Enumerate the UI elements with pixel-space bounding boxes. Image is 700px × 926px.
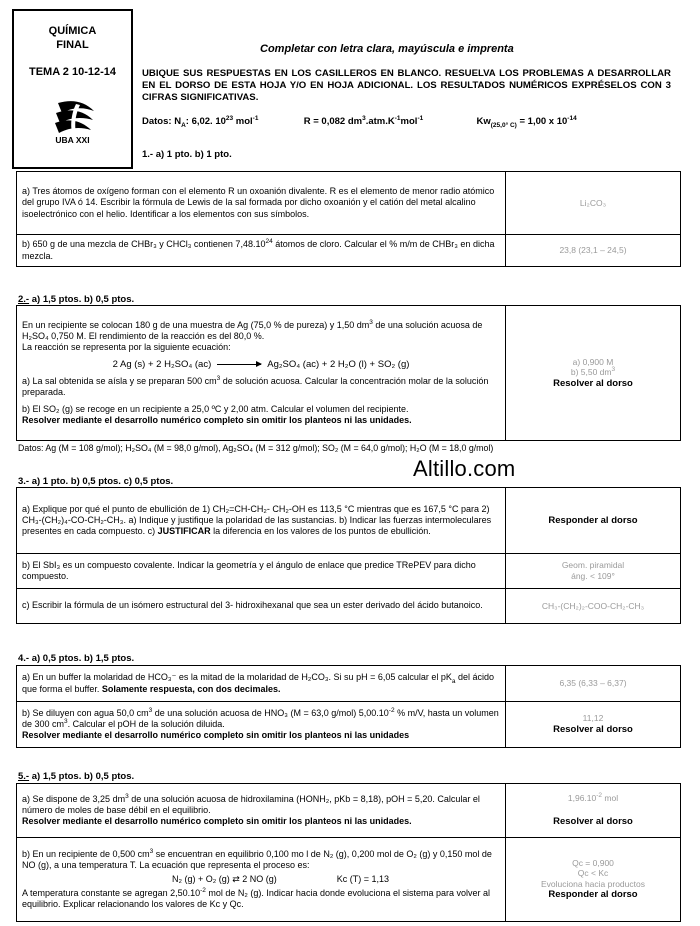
q5-a-text: a) Se dispone de 3,25 $dm^3$ de una solución acuosa de hidroxilamina (HONH₂, pKb = 8,18), pOH = 5,20. Calcular el número de moles de base débil en el equilibrio. Resolver mediante el desarrollo numérico completo sin omitir los planteos ni las unidades. <box>17 784 506 838</box>
q3-b-text: b) El SbI₃ es un compuesto covalente. Indicar la geometría y el ángulo de enlace que predice TRePEV para dicho compuesto. <box>17 554 506 589</box>
q5-equation: N₂ (g) + O₂ (g) ⇄ 2 NO (g) Kc (T) = 1,13 <box>172 873 390 884</box>
logo-text: UBA XXI <box>55 135 90 145</box>
q3-table <box>16 487 681 624</box>
q2-table <box>16 305 681 441</box>
q5-row-b <box>17 838 681 922</box>
q2-header: 2.- a) 1,5 ptos. b) 0,5 ptos. <box>18 294 135 305</box>
instructions-body: UBIQUE SUS RESPUESTAS EN LOS CASILLEROS EN BLANCO. RESUELVA LOS PROBLEMAS A DESARROLLAR EN EL DORSO DE ESTA HOJA Y/O EN HOJA ADICIONAL. LOS RESULTADOS NUMÉRICOS EXPRÉSELOS CON 3 CIFRAS SIGNIFICATIVAS. <box>142 68 671 103</box>
q3-b-answer: Geom. piramidal áng. < 109° <box>506 554 681 589</box>
q1-a-text: a) Tres átomos de oxígeno forman con el elemento R un oxoanión divalente. R es el elemento de menor radio atómico del grupo IVA ó 14. Escribir la fórmula de Lewis de la sal formada por dicho oxoanión y el catión del metal alcalino isoelectrónico con el helio. Identificar a los elementos con sus símbolos. <box>17 172 506 235</box>
header-box <box>12 9 133 169</box>
q5-a-answer: $1,96.10^{-2}$ mol Resolver al dorso <box>506 784 681 838</box>
q2-data: Datos: Ag (M = 108 g/mol); H₂SO₄ (M = 98,0 g/mol), Ag₂SO₄ (M = 312 g/mol); SO₂ (M = 64,0 g/mol); H₂O (M = 18,0 g/mol) <box>18 443 494 453</box>
q5-row-a <box>17 784 681 838</box>
q1-b-answer: 23,8 (23,1 – 24,5) <box>506 235 681 267</box>
q3-row-c <box>17 589 681 624</box>
q1-header: 1.- a) 1 pto. b) 1 pto. <box>142 149 232 160</box>
q1-row-a <box>17 172 681 235</box>
q3-a-text: a) Explique por qué el punto de ebullición de 1) CH₂=CH-CH₂- CH₂-OH es 113,5 °C mientras que es 167,5 °C para 2) CH₃-(CH₂)₄-CO-CH₂-CH₃. a) Indique y justifique la polaridad de las sustancias. b) Indicar las fuerzas intermoleculares presentes en cada compuesto. c) JUSTIFICAR la diferencia en los valores de los puntos de ebullición. <box>17 488 506 554</box>
q4-header: 4.- a) 0,5 ptos. b) 1,5 ptos. <box>18 653 135 664</box>
q3-row-a <box>17 488 681 554</box>
q4-b-answer: 11,12 Resolver al dorso <box>506 702 681 748</box>
q3-row-b <box>17 554 681 589</box>
q3-header: 3.- a) 1 pto. b) 0,5 ptos. c) 0,5 ptos. <box>18 476 174 487</box>
q4-a-answer: 6,35 (6,33 – 6,37) <box>506 666 681 702</box>
constants-line: Datos: $N_A$: 6,02. $10^{23}$ mol$^{-1}$ R = 0,082 $dm^3.atm.K^{-1}mol^{-1}$ $Kw_{(25,0^\circ C)} = 1,00$ x $10^{-14}$ <box>142 114 577 129</box>
altillo-watermark: Altillo.com <box>413 456 516 481</box>
header-subject: QUÍMICA <box>48 25 97 37</box>
q2-equation: 2 Ag (s) + 2 H₂SO₄ (ac) Ag₂SO₄ (ac) + 2 H₂O (l) + SO₂ (g) <box>112 358 410 370</box>
header-tema-date: TEMA 2 10-12-14 <box>28 66 117 78</box>
q5-b-answer: Qc = 0,900 Qc < Kc Evoluciona hacia productos Responder al dorso <box>506 838 681 922</box>
q1-a-answer: Li₂CO₃ <box>506 172 681 235</box>
header-exam-type: FINAL <box>56 39 89 51</box>
reaction-arrow-icon <box>217 364 261 365</box>
q4-table <box>16 665 681 748</box>
q1-b-text: b) 650 g de una mezcla de CHBr₃ y CHCl₃ contienen 7,48.10$^{24}$ átomos de cloro. Calcular el % m/m de CHBr₃ en dicha mezcla. <box>17 235 506 267</box>
instructions-title: Completar con letra clara, mayúscula e imprenta <box>260 43 514 55</box>
q2-answer: a) 0,900 M b) 5,50 $dm^3$ Resolver al dorso <box>506 306 681 441</box>
q3-a-answer: Responder al dorso <box>506 488 681 554</box>
q4-a-text: a) En un buffer la molaridad de HCO₃⁻ es la mitad de la molaridad de H₂CO₃. Si su pH = 6,05 calcular el $pK_a$ del ácido que forma el buffer. Solamente respuesta, con dos decimales. <box>17 666 506 702</box>
q2-row <box>17 306 681 441</box>
q4-row-a <box>17 666 681 702</box>
q5-b-text: b) En un recipiente de 0,500 $cm^3$ se encuentran en equilibrio 0,100 mo l de N₂ (g), 0,200 mol de O₂ (g) y 0,150 mol de NO (g), a una temperatura T. La ecuación que representa el proceso es: N₂ (g) + O₂ (g) ⇄ 2 NO (g) Kc (T) = 1,13 A temperatura constante se agregan $2,50.10^{-2}$ mol de N₂ (g). Indicar hacia donde evoluciona el sistema para volver al equilibrio. Explicar relacionando los valores de Kc y Qc. <box>17 838 506 922</box>
q4-b-text: b) Se diluyen con agua 50,0 $cm^3$ de una solución acuosa de HNO₃ (M = 63,0 g/mol) $5,00.10^{-2}$ % m/V, hasta un volumen de 300 $cm^3$. Calcular el pOH de la solución diluida. Resolver mediante el desarrollo numérico completo sin omitir los planteos ni las unidades <box>17 702 506 748</box>
q5-header: 5.- a) 1,5 ptos. b) 0,5 ptos. <box>18 771 135 782</box>
q1-table <box>16 171 681 267</box>
q3-c-answer: CH₃-(CH₂)₂-COO-CH₂-CH₃ <box>506 589 681 624</box>
q4-row-b <box>17 702 681 748</box>
q5-table <box>16 783 681 922</box>
q1-row-b <box>17 235 681 267</box>
q3-c-text: c) Escribir la fórmula de un isómero estructural del 3- hidroxihexanal que sea un ester derivado del ácido butanoico. <box>17 589 506 624</box>
q2-text: En un recipiente se colocan 180 g de una muestra de Ag (75,0 % de pureza) y 1,50 $dm^3$ de una solución acuosa de H₂SO₄ 0,750 M. El rendimiento de la reacción es del 80,0 %. La reacción se representa por la siguiente ecuación: 2 Ag (s) + 2 H₂SO₄ (ac) Ag₂SO₄ (ac) + 2 H₂O (l) + SO₂ (g) a) La sal obtenida se aísla y se preparan 500 $cm^3$ de solución acuosa. Calcular la concentración molar de la solución preparada. b) El SO₂ (g) se recoge en un recipiente a 25,0 ºC y 2,00 atm. Calcular el volumen del recipiente. Resolver mediante el desarrollo numérico completo sin omitir los planteos ni las unidades. <box>17 306 506 441</box>
